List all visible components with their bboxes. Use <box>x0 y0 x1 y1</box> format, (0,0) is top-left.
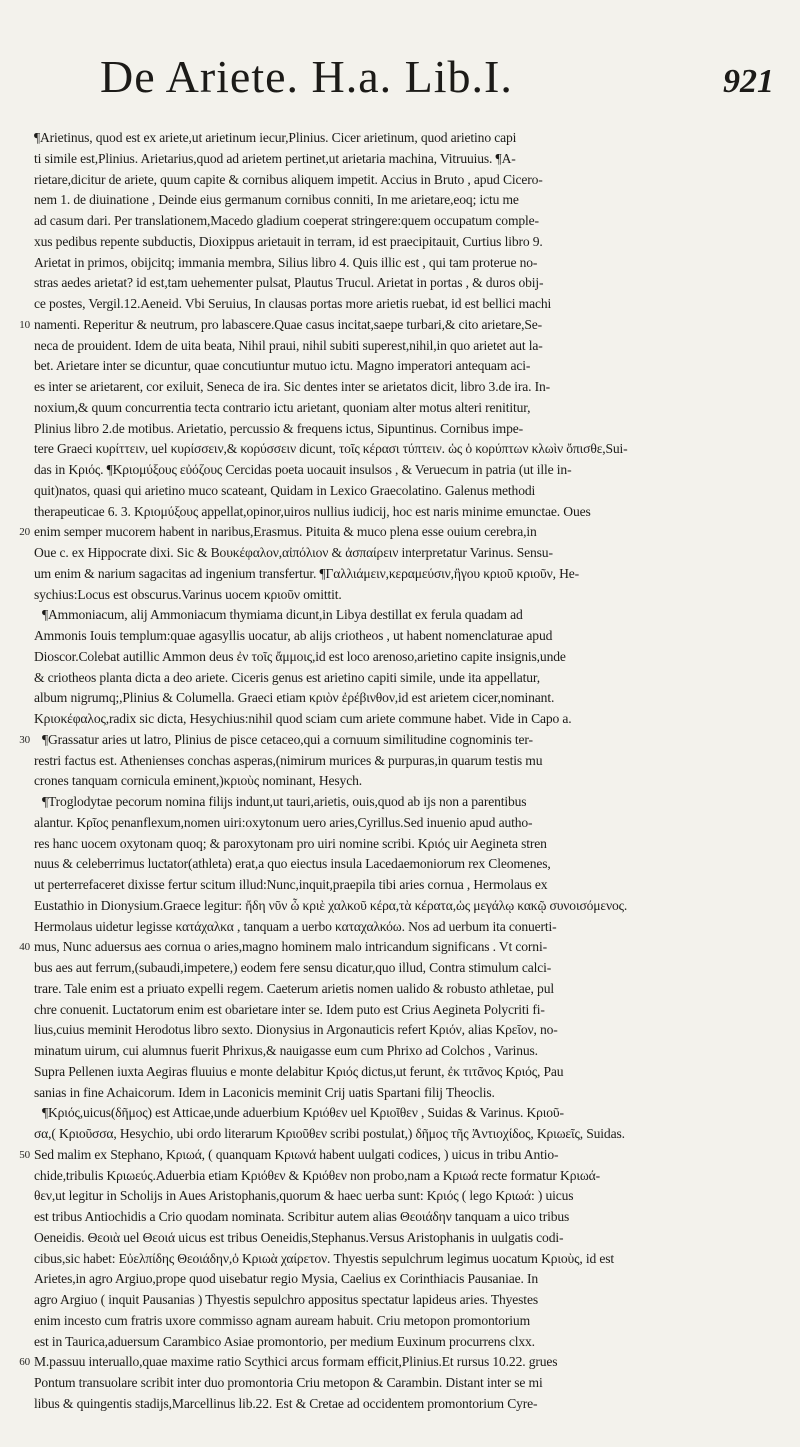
line-text: das in Κριός. ¶Κριομύξους εὐόζους Cercidas poeta uocauit insulsos , & Veruecum in patria (ut ille in- <box>34 462 572 477</box>
line-text: est in Taurica,aduersum Carambico Asiae promontorio, per medium Euxinum procurrens clxx. <box>34 1333 535 1349</box>
line-text: Hermolaus uidetur legisse κατάχαλκα , tanquam a uerbo καταχαλκόω. Nos ad uerbum ita conuerti- <box>34 918 557 934</box>
text-line <box>34 1103 790 1124</box>
page-number: 921 <box>723 63 774 100</box>
text-line <box>34 1041 790 1062</box>
line-number-marker: 10 <box>19 318 30 331</box>
line-text: σα,( Κριοῦσσα, Hesychio, ubi ordo literarum Κριοῦθεν scribi postulat,) δῆμος τῆς Ἀντιοχίδος, Κριωεῖς, Suidas. <box>34 1126 625 1141</box>
running-head <box>34 50 790 120</box>
text-line <box>34 896 790 917</box>
line-text: sychius:Locus est obscurus.Varinus uocem κριοῦν omittit. <box>34 586 342 602</box>
line-text: libus & quingentis stadijs,Marcellinus lib.22. Est & Cretae ad occidentem promontorium Cyre- <box>34 1395 538 1411</box>
text-line <box>34 294 790 315</box>
line-text: quit)natos, quasi qui arietino muco scateant, Quidam in Lexico Graecolatino. Galenus methodi <box>34 482 536 498</box>
line-text: tere Graeci κυρίττειν, uel κυρίσσειν,& κορύσσειν dicunt, τοῖς κέρασι τύπτειν. ὡς ὁ κορύπτων κλωὶν ὄπισθε,Sui- <box>34 441 628 457</box>
line-text: alantur. Κρῖος penanflexum,nomen uiri:oxytonum uero aries,Cyrillus.Sed inuenio apud autho- <box>34 814 533 830</box>
line-number-marker: 50 <box>19 1148 30 1161</box>
text-line <box>34 751 790 772</box>
text-line <box>34 1000 790 1021</box>
line-text: θεν,ut legitur in Scholijs in Aues Aristophanis,quorum & haec uerba sunt: Κριός ( lego Κριωά: ) uicus <box>34 1188 574 1204</box>
text-line <box>34 190 790 211</box>
text-line <box>34 1290 790 1311</box>
line-text: lius,cuius meminit Herodotus libro sexto. Dionysius in Argonauticis refert Κριόν, alias Κρεῖον, no- <box>34 1022 558 1038</box>
line-text: Ammonis Iouis templum:quae agasyllis uocatur, ab alijs criotheos , ut habent nomenclaturae apud <box>34 628 553 643</box>
line-text: sanias in fine Achaicorum. Idem in Laconicis meminit Crij uatis Spartani filij Theoclis. <box>34 1084 495 1100</box>
text-line <box>34 502 790 523</box>
text-line <box>34 1166 790 1187</box>
text-line <box>34 605 790 626</box>
line-text: album nigrumq;,Plinius & Columella. Graeci etiam κριὸν ἐρέβινθον,id est arietem cicer,nominant. <box>34 690 555 706</box>
line-text: ut perterrefaceret dixisse fertur scitum illud:Nunc,inquit,praepila tibi aries cornua , Hermolaus ex <box>34 877 548 892</box>
text-line <box>34 460 790 481</box>
text-line <box>34 1124 790 1145</box>
text-line <box>34 813 790 834</box>
text-line <box>34 1020 790 1041</box>
text-line <box>34 170 790 191</box>
line-text: chide,tribulis Κριωεύς.Aduerbia etiam Κριόθεν & Κριόθεν non probo,nam a Κριωά recte formatur Κριωά- <box>34 1167 600 1183</box>
text-line <box>34 439 790 460</box>
line-text: est tribus Antiochidis a Crio quodam nominata. Scribitur autem alias Θεοιάδην tanquam a uico tribus <box>34 1209 570 1224</box>
line-text: um enim & narium sagacitas ad ingenium transfertur. ¶Γαλλιάμειν,κεραμεύσιν,ἢγου κριοῦ κριοῦν, He- <box>34 565 580 581</box>
text-line <box>34 1332 790 1353</box>
text-line <box>34 1311 790 1332</box>
line-text: neca de prouident. Idem de uita beata, Nihil praui, nihil subiti superest,nihil,in quo arietet aut la- <box>34 337 543 353</box>
text-line <box>34 543 790 564</box>
line-text: trare. Tale enim est a priuato expelli regem. Caeterum arietis nomen ualido & robusto athletae, pul <box>34 980 554 996</box>
line-text: Dioscor.Colebat autillic Ammon deus ἐν τοῖς ἄμμοις,id est loco arenoso,arietino capite insignis,unde <box>34 648 566 664</box>
line-text: rietare,dicitur de ariete, quum capite & cornibus aliquem impetit. Accius in Bruto , apud Cicero- <box>34 171 543 187</box>
line-text: Supra Pellenen iuxta Aegiras fluuius e monte delabitur Κριός dictus,ut ferunt, ἐκ τιτᾶνος Κριός, Pau <box>34 1063 564 1079</box>
line-text: therapeuticae 6. 3. Κριομύξους appellat,opinor,uiros nullius iudicij, hoc est naris minime emunctae. Oues <box>34 503 591 519</box>
line-text: Oeneidis. Θεοιὰ uel Θεοιά uicus est tribus Oeneidis,Stephanus.Versus Aristophanis in uulgatis codi- <box>34 1229 564 1245</box>
line-number-marker: 20 <box>19 526 30 539</box>
text-line <box>34 771 790 792</box>
text-line <box>34 1083 790 1104</box>
line-text: Pontum transuolare scribit inter duo promontoria Criu metopon & Carambin. Distant inter se mi <box>34 1375 543 1390</box>
text-line <box>34 1373 790 1394</box>
text-line <box>34 1207 790 1228</box>
text-line <box>34 1062 790 1083</box>
text-line <box>34 232 790 253</box>
line-text: namenti. Reperitur & neutrum, pro labascere.Quae casus incitat,saepe turbari,& cito arietare,Se- <box>34 316 542 332</box>
line-text: ti simile est,Plinius. Arietarius,quod ad arietem pertinet,ut arietaria machina, Vitruuius. ¶A- <box>34 150 516 166</box>
line-text: minatum uirum, cui alumnus fuerit Phrixus,& nauigasse eum cum Phrixo ad Colchos , Varinus. <box>34 1043 538 1058</box>
line-text: xus pedibus repente subductis, Dioxippus arietauit in terram, id est praecipitauit, Curtius libro 9. <box>34 233 543 249</box>
line-text: Plinius libro 2.de motibus. Arietatio, percussio & frequens ictus, Sipuntinus. Cornibus impe- <box>34 420 523 436</box>
line-text: cibus,sic habet: Εὐελπίδης Θεοιάδην,ὁ Κριωὰ χαίρετον. Thyestis sepulchrum legimus uocatum Κριοὺς, id est <box>34 1250 615 1266</box>
text-line <box>34 253 790 274</box>
text-line <box>34 917 790 938</box>
text-line <box>34 377 790 398</box>
text-line <box>19 522 790 543</box>
text-line <box>34 709 790 730</box>
line-text: bus aes aut ferrum,(subaudi,impetere,) eodem fere sensu dicatur,quo illud, Contra stimulum calci- <box>34 960 552 975</box>
line-text: ¶Arietinus, quod est ex ariete,ut arietinum iecur,Plinius. Cicer arietinum, quod arietino capi <box>34 130 517 145</box>
line-text: bet. Arietare inter se dicuntur, quae concutiuntur mutuo ictu. Magno imperatori antequam aci- <box>34 358 531 374</box>
line-text: Eustathio in Dionysium.Graece legitur: ἤδη νῦν ὦ κριὲ χαλκοῦ κέρα,τὰ κέρατα,ὡς μεγάλῳ κακῷ συνοισόμενος. <box>34 897 628 913</box>
line-text: ¶Troglodytae pecorum nomina filijs indunt,ut tauri,arietis, ouis,quod ab ijs non a parentibus <box>42 794 527 809</box>
text-line <box>34 211 790 232</box>
text-line <box>34 1228 790 1249</box>
line-text: ¶Ammoniacum, alij Ammoniacum thymiama dicunt,in Libya destillat ex ferula quadam ad <box>42 607 523 623</box>
text-line <box>34 336 790 357</box>
text-line <box>34 1394 790 1415</box>
line-text: ¶Κριός,uicus(δῆμος) est Atticae,unde aduerbium Κριόθεν uel Κριοῖθεν , Suidas & Varinus. Κριοῦ- <box>42 1105 564 1121</box>
text-line <box>34 1186 790 1207</box>
line-text: enim incesto cum fratris uxore commisso agnam auream habuit. Criu metopon promontorium <box>34 1312 530 1328</box>
text-line <box>19 1145 790 1166</box>
text-line <box>34 1269 790 1290</box>
line-number-marker: 60 <box>19 1356 30 1369</box>
line-text: res hanc uocem oxytonam quoq; & paroxytonam pro uiri nomine scribi. Κριός uir Aegineta stren <box>34 835 547 851</box>
text-line <box>34 979 790 1000</box>
line-text: chre conuenit. Luctatorum enim est obarietare inter se. Idem puto est Crius Aegineta Polycriti fi- <box>34 1001 545 1017</box>
text-line <box>34 564 790 585</box>
line-text: ce postes, Vergil.12.Aeneid. Vbi Seruius, In clausas portas more arietis ruebat, id est bellici machi <box>34 296 552 311</box>
text-line <box>34 668 790 689</box>
line-text: Oue c. ex Hippocrate dixi. Sic & Βουκέφαλον,αἰπόλιον & ἀσπαίρειν interpretatur Varinus. Sensu- <box>34 545 553 560</box>
text-line <box>34 398 790 419</box>
line-text: stras aedes arietat? id est,tam uehementer pulsat, Plautus Trucul. Arietat in portas , & duros obij- <box>34 275 544 291</box>
body-text <box>19 128 790 1415</box>
line-text: noxium,& quum concurrentia tecta contrario ictu arietant, quoniam alter motus alteri renititur, <box>34 399 531 415</box>
text-line <box>34 626 790 647</box>
text-line <box>34 647 790 668</box>
running-title: De Ariete. H.a. Lib.I. <box>100 51 513 102</box>
line-number-marker: 40 <box>19 941 30 954</box>
line-text: & criotheos planta dicta a deo ariete. Ciceris genus est arietino capiti simile, unde ita appellatur, <box>34 669 540 685</box>
text-line <box>34 585 790 606</box>
text-line <box>34 273 790 294</box>
line-text: crones tanquam cornicula eminent,)κριοὺς nominant, Hesych. <box>34 773 362 789</box>
line-text: nuus & celeberrimus luctator(athleta) erat,a quo eiectus insula Lacedaemoniorum rex Cleomenes, <box>34 856 551 872</box>
line-text: restri factus est. Athenienses conchas asperas,(nimirum murices & purpuras,in quarum testis mu <box>34 752 543 768</box>
line-text: Arietes,in agro Argiuo,prope quod uisebatur regio Mysia, Caelius ex Corinthiacis Pausaniae. In <box>34 1271 538 1287</box>
line-text: es inter se arietarent, cor exiluit, Seneca de ira. Sic dentes inter se arietatos dicit, libro 3.de ira. In- <box>34 379 551 394</box>
line-number-marker: 30 <box>19 733 30 746</box>
line-text: ad casum dari. Per translationem,Macedo gladium coeperat stringere:quem occupatum comple- <box>34 213 539 228</box>
line-text: Sed malim ex Stephano, Κριωά, ( quanquam Κριωνά habent uulgati codices, ) uicus in tribu Antio- <box>34 1146 559 1162</box>
line-text: Κριοκέφαλος,radix sic dicta, Hesychius:nihil quod sciam cum ariete commune habet. Vide in Capo a. <box>34 711 572 726</box>
text-line <box>34 481 790 502</box>
text-line <box>34 958 790 979</box>
line-text: enim semper mucorem habent in naribus,Erasmus. Pituita & muco plena esse ouium cerebra,in <box>34 524 537 540</box>
text-line <box>34 419 790 440</box>
text-line <box>34 149 790 170</box>
text-line <box>34 688 790 709</box>
text-line <box>34 356 790 377</box>
text-line <box>34 854 790 875</box>
line-text: M.passuu interuallo,quae maxime ratio Scythici arcus formam efficit,Plinius.Et rursus 10.22. grues <box>34 1354 558 1370</box>
line-text: Arietat in primos, obijcitq; immania membra, Silius libro 4. Quis illic est , qui tam proterue no- <box>34 254 538 270</box>
text-line <box>19 937 790 958</box>
text-line <box>34 1249 790 1270</box>
line-text: agro Argiuo ( inquit Pausanias ) Thyestis sepulchro appositus spectatur lapideus aries. Thyestes <box>34 1292 538 1307</box>
text-line <box>19 730 790 751</box>
text-line <box>34 834 790 855</box>
text-line <box>19 315 790 336</box>
text-line <box>19 1352 790 1373</box>
line-text: ¶Grassatur aries ut latro, Plinius de pisce cetaceo,qui a cornuum similitudine cognominis ter- <box>42 731 533 747</box>
text-line <box>34 792 790 813</box>
line-text: nem 1. de diuinatione , Deinde eius germanum cornibus conniti, In me arietare,eoq; ictu me <box>34 192 519 208</box>
line-text: mus, Nunc aduersus aes cornua o aries,magno hominem malo intricandum significans . Vt corni- <box>34 939 547 955</box>
text-line <box>34 128 790 149</box>
text-line <box>34 875 790 896</box>
